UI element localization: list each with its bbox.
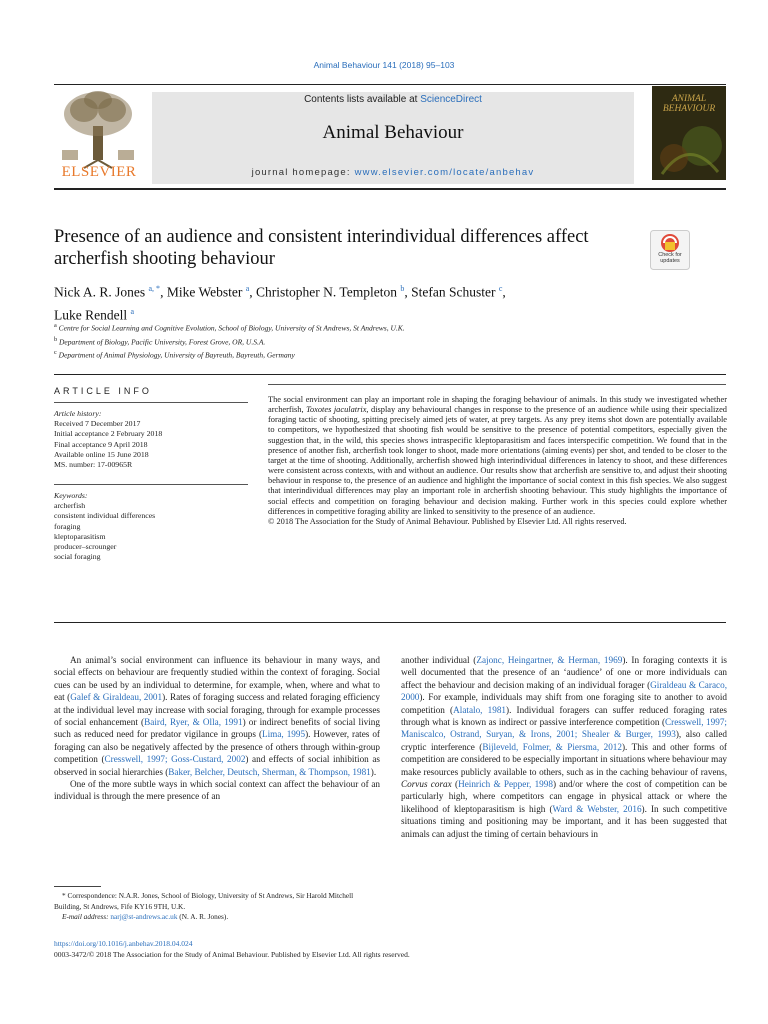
abstract-text: The social environment can play an important role in shaping the foraging behaviour of animals. In this study we investigated whether archerfish, Toxotes jaculatrix, display any behavioural changes in response to the presence of an audience while using their specialized foraging tactic of shooting, spitting precisely aimed jets of water, at prey targets. As any prey items shot down are potentially available to competitors, we hypothesized that shooting fish would be sensitive to the presence of potential competitors, especially given the suggestion that, in the wild, this species shows intraspecific kleptoparasitism and faces interspecific competition. We found that in the presence of another fish, archerfish took longer to shoot, made more orientations (aiming events) per shot, and tended to be closer to the target at the time of shooting. Additionally, archerfish showed high interindividual differences in latency to shoot, and these differences were consistent across contexts, with and without an audience. Our results show that archerfish are sensitive to, and adjust their shooting behaviour in response to, the presence of an audience and highlight the importance of social context in this fish species. We also suggest that interindividual differences may play an important role in archerfish shooting behaviour. This study highlights the importance of social effects and competition on foraging behaviour and decision making. Further work in this species could explore whether differences in competitive foraging ability are linked to sensitivity to the presence of an audience. (268, 395, 727, 516)
section-divider (54, 374, 726, 375)
history-item: MS. number: 17-00965R (54, 460, 133, 470)
journal-homepage: journal homepage: www.elsevier.com/locate/anbehav (251, 167, 535, 178)
contents-line: Contents lists available at ScienceDirect (304, 94, 482, 105)
sciencedirect-link[interactable]: ScienceDirect (420, 94, 482, 105)
author-affiliation-sup[interactable]: b (400, 284, 405, 293)
journal-title: Animal Behaviour (322, 122, 464, 143)
history-item: Received 7 December 2017 (54, 419, 141, 429)
reference-link[interactable]: Galef & Giraldeau, 2001 (70, 692, 163, 703)
doi-block (54, 939, 410, 960)
abstract-copyright: © 2018 The Association for the Study of Animal Behaviour. Published by Elsevier Ltd. All rights reserved. (268, 516, 627, 526)
keyword-item: foraging (54, 521, 81, 531)
affiliations (54, 320, 714, 361)
article-history (54, 409, 254, 470)
journal-citation[interactable]: Animal Behaviour 141 (2018) 95–103 (313, 60, 455, 70)
body-column-left (54, 654, 380, 803)
doi-link[interactable]: https://doi.org/10.1016/j.anbehav.2018.04.024 (54, 939, 193, 948)
keyword-item: consistent individual differences (54, 511, 156, 521)
cover-title: ANIMAL BEHAVIOUR (662, 94, 716, 114)
keyword-item: kleptoparasitism (54, 531, 106, 541)
check-for-updates-icon (650, 230, 690, 270)
homepage-link[interactable]: www.elsevier.com/locate/anbehav (354, 167, 535, 178)
keyword-item: social foraging (54, 552, 101, 562)
elsevier-logo[interactable] (54, 88, 144, 182)
author-name[interactable]: Nick A. R. Jones (54, 284, 146, 300)
header-divider-top (54, 84, 726, 85)
reference-link[interactable]: Zajonc, Heingartner, & Herman, 1969 (476, 655, 623, 665)
author-name[interactable]: Luke Rendell (54, 307, 128, 322)
keywords-label: Keywords: (54, 491, 88, 500)
email-line: E-mail address: narj@st-andrews.ac.uk (N. A. R. Jones). (62, 912, 229, 922)
author-name[interactable]: Christopher N. Templeton (256, 284, 397, 300)
reference-link[interactable]: Alatalo, 1981 (453, 704, 507, 715)
header-divider-bottom (54, 188, 726, 190)
abstract-divider (268, 384, 726, 385)
article-info-divider (54, 402, 248, 403)
body-paragraph: another individual (Zajonc, Heingartner, & Herman, 1969). In foraging contexts it is well documented that the presence of an ‘audience’ of one or more individuals can affect the behaviour and decision making of an individual forager (Giraldeau & Caraco, 2000). For example, individuals may shift from one foraging site to another to avoid competition (Alatalo, 1981). Individual foragers can suffer reduced foraging rates through what is known as indirect or passive interference competition (Cresswell, 1997; Maniscalco, Ostrand, Suryan, & Irons, 2001; Shealer & Burger, 1993), also called cryptic interference (Bijleveld, Folmer, & Piersma, 2012). This and other forms of competition are considered to be especially important in situations where behaviour may make resources publicly available to others, such as in the caching behaviour of ravens, Corvus corax (Heinrich & Pepper, 1998) and/or where the cost of competition can be particularly high, where competitors can engage in physical attack or where the likelihood of kleptoparasitism is high (Ward & Webster, 2016). In such competitive situations timing and positioning may be important, and it has been suggested that animals can adjust the timing of certain behaviours in (401, 655, 727, 839)
author-affiliation-sup[interactable]: a, * (148, 284, 161, 293)
author-affiliation-sup[interactable]: a (245, 284, 250, 293)
reference-link[interactable]: Cresswell, 1997; Goss-Custard, 2002 (104, 754, 246, 765)
article-info-heading: ARTICLE INFO (54, 386, 152, 396)
correspondence-text: * Correspondence: N.A.R. Jones, School of Biology, University of St Andrews, Sir Harold Mitchell Building, St Andrews, Fife KY16 9TH, U.K. (54, 891, 354, 911)
elsevier-wordmark: ELSEVIER (61, 164, 137, 180)
abstract (268, 395, 727, 527)
affiliation-item: $^b$ Department of Biology, Pacific University, Forest Grove, OR, U.S.A. (54, 335, 266, 346)
article-title: Presence of an audience and consistent interindividual differences affect archerfish shooting behaviour (54, 227, 589, 269)
history-label: Article history: (54, 409, 102, 418)
check-for-updates-button[interactable] (650, 230, 690, 270)
reference-link[interactable]: Heinrich & Pepper, 1998 (458, 779, 553, 790)
body-paragraph: An animal’s social environment can influence its behaviour in many ways, and social effects on behaviour are frequently studied within the context of foraging. Social cues can be used by an individual to determine, for example, when, where and what to eat (Galef & Giraldeau, 2001). Rates of foraging success and related foraging efficiency at the individual level may increase with social foraging, through for example processes of social enhancement (Baird, Ryer, & Olla, 1991) or indirect benefits of social living such as reduced need for predator vigilance in groups (Lima, 1995). However, rates of foraging can also be negatively affected by the presence of others through within-group competition (Cresswell, 1997; Goss-Custard, 2002) and effects of social inhibition as observed in social hierarchies (Baker, Belcher, Deutsch, Sherman, & Thompson, 1981). (54, 655, 380, 777)
keywords-divider (54, 484, 248, 485)
keyword-item: archerfish (54, 501, 86, 511)
author-affiliation-sup[interactable]: c (498, 284, 503, 293)
keywords-list (54, 491, 254, 562)
body-paragraph: One of the more subtle ways in which social context can affect the behaviour of an individual is through the mere presence of an (54, 779, 380, 802)
reference-link[interactable]: Bijleveld, Folmer, & Piersma, 2012 (482, 741, 622, 752)
author-affiliation-sup[interactable]: a (130, 306, 135, 316)
author-list: Nick A. R. Jones $^{a, *}$, Mike Webster $^a$, Christopher N. Templeton $^b$, Stefan Schuster $^c$, Luke Rendell $^a$ (54, 284, 506, 322)
reference-link[interactable]: Baird, Ryer, & Olla, 1991 (144, 717, 243, 728)
journal-cover[interactable] (652, 86, 726, 180)
reference-link[interactable]: Cresswell, 1997; Maniscalco, Ostrand, Suryan, & Irons, 2001; Shealer & Burger, 1993 (401, 717, 727, 740)
author-name[interactable]: Stefan Schuster (411, 284, 496, 300)
footnote-divider (54, 886, 101, 887)
affiliation-item: $^c$ Department of Animal Physiology, University of Bayreuth, Bayreuth, Germany (54, 349, 295, 360)
body-divider (54, 622, 726, 623)
history-item: Available online 15 June 2018 (54, 449, 149, 459)
reference-link[interactable]: Lima, 1995 (262, 729, 306, 740)
reference-link[interactable]: Baker, Belcher, Deutsch, Sherman, & Thompson, 1981 (168, 766, 371, 777)
history-item: Final acceptance 9 April 2018 (54, 439, 148, 449)
affiliation-item: $^a$ Centre for Social Learning and Cognitive Evolution, School of Biology, University of St Andrews, St Andrews, U.K. (54, 322, 405, 333)
issn-copyright: 0003-3472/© 2018 The Association for the Study of Animal Behaviour. Published by Elsevier Ltd. All rights reserved. (54, 949, 410, 959)
keyword-item: producer–scrounger (54, 542, 117, 552)
correspondence-footnote (54, 891, 380, 923)
reference-link[interactable]: Ward & Webster, 2016 (552, 803, 642, 814)
check-updates-label: Check for updates (658, 252, 682, 264)
body-column-right (401, 654, 727, 840)
email-link[interactable]: narj@st-andrews.ac.uk (110, 912, 178, 922)
history-item: Initial acceptance 2 February 2018 (54, 429, 163, 439)
author-name[interactable]: Mike Webster (166, 284, 243, 300)
reference-link[interactable]: Giraldeau & Caraco, 2000 (401, 679, 727, 703)
